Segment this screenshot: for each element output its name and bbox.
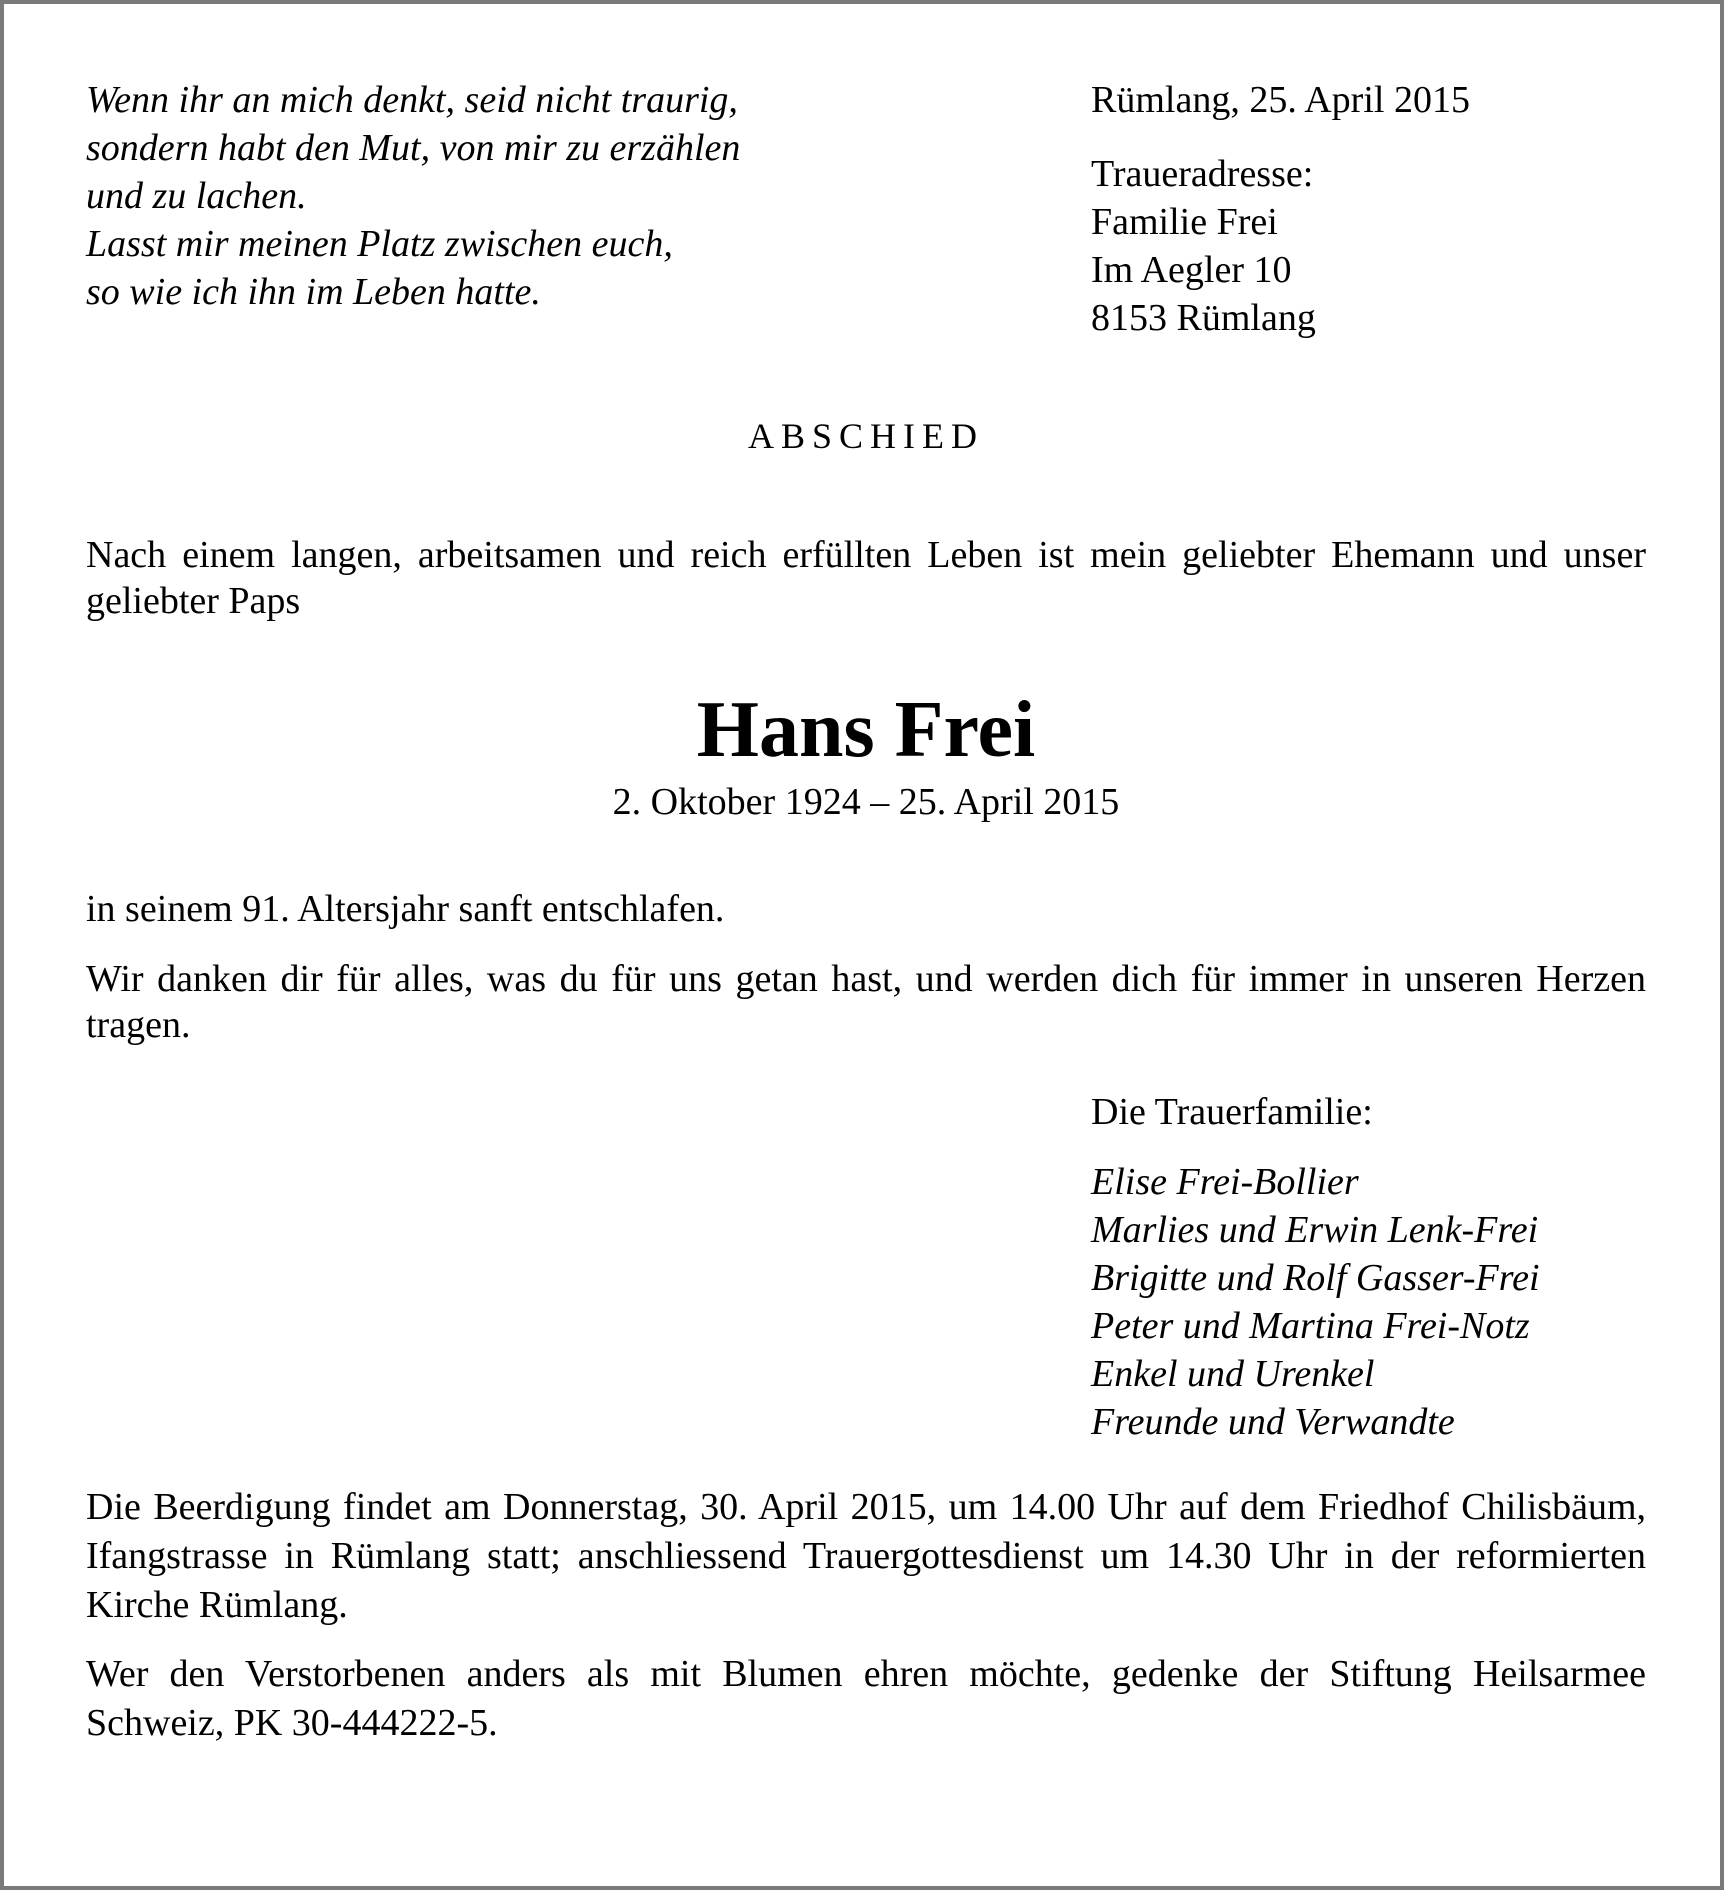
age-paragraph: in seinem 91. Altersjahr sanft entschlafen. <box>86 888 725 930</box>
address-line: Familie Frei <box>1091 201 1278 243</box>
family-label: Die Trauerfamilie: <box>1091 1091 1373 1133</box>
poem <box>86 76 986 316</box>
place-date: Rümlang, 25. April 2015 <box>1091 79 1470 121</box>
family-member: Elise Frei-Bollier <box>1091 1161 1359 1203</box>
donation-paragraph: Wer den Verstorbenen anders als mit Blumen ehren möchte, gedenke der Stiftung Heilsarmee Schweiz, PK 30-444222-5. <box>86 1653 1646 1744</box>
poem-line: Lasst mir meinen Platz zwischen euch, <box>86 223 673 265</box>
poem-line: sondern habt den Mut, von mir zu erzählen <box>86 127 741 169</box>
thanks-paragraph: Wir danken dir für alles, was du für uns getan hast, und werden dich für immer in unseren Herzen tragen. <box>86 958 1646 1046</box>
family-list <box>1091 1158 1540 1446</box>
address-line: Im Aegler 10 <box>1091 249 1292 291</box>
family-member: Peter und Martina Frei-Notz <box>1091 1305 1530 1347</box>
poem-line: und zu lachen. <box>86 175 307 217</box>
family-member: Marlies und Erwin Lenk-Frei <box>1091 1209 1539 1251</box>
deceased-name: Hans Frei <box>696 686 1036 774</box>
family-member: Brigitte und Rolf Gasser-Frei <box>1091 1257 1540 1299</box>
notice-heading: ABSCHIED <box>747 416 985 456</box>
poem-line: so wie ich ihn im Leben hatte. <box>86 271 541 313</box>
family-member: Enkel und Urenkel <box>1091 1353 1375 1395</box>
life-dates: 2. Oktober 1924 – 25. April 2015 <box>612 781 1120 823</box>
address-label: Traueradresse: <box>1091 153 1314 195</box>
funeral-paragraph: Die Beerdigung findet am Donnerstag, 30. April 2015, um 14.00 Uhr auf dem Friedhof Chilisbäum, Ifangstrasse in Rümlang statt; anschliessend Trauergottesdienst um 14.30 Uhr in der reformierten Kirche Rümlang. <box>86 1486 1646 1626</box>
address-line: 8153 Rümlang <box>1091 297 1316 339</box>
poem-line: Wenn ihr an mich denkt, seid nicht traurig, <box>86 79 738 121</box>
mourning-address <box>1091 150 1316 342</box>
family-member: Freunde und Verwandte <box>1091 1401 1455 1443</box>
intro-paragraph: Nach einem langen, arbeitsamen und reich erfüllten Leben ist mein geliebter Ehemann und unser geliebter Paps <box>86 534 1646 622</box>
